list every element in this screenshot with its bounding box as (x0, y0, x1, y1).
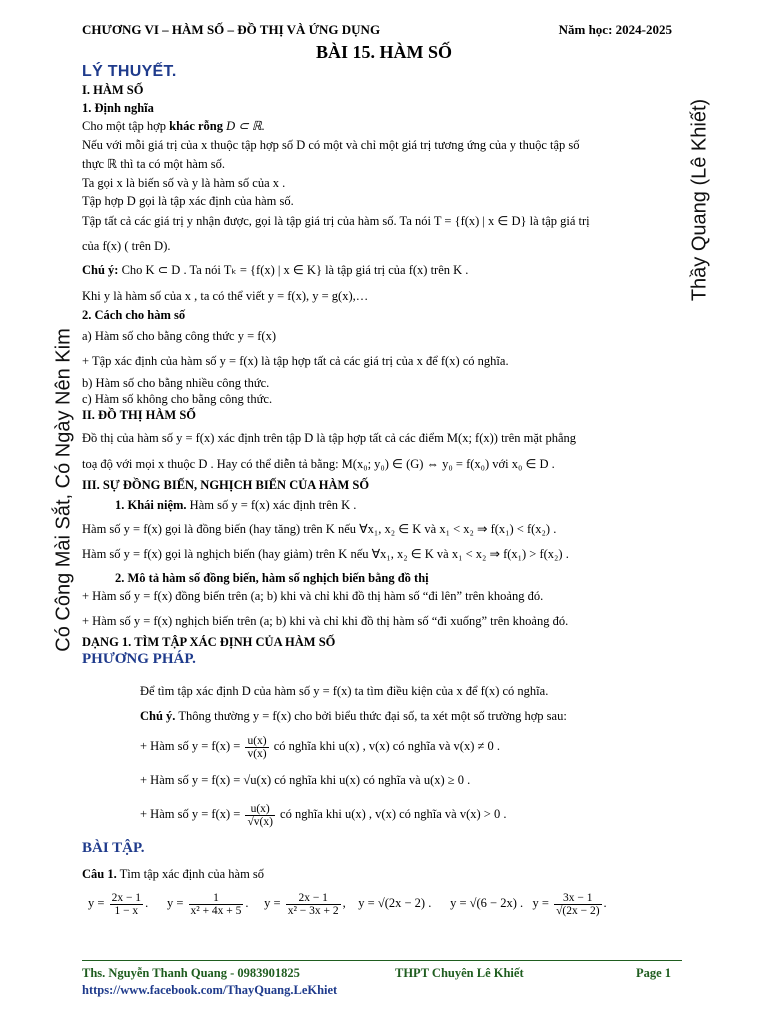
exercises-heading: BÀI TẬP. (82, 840, 145, 856)
definition-line-7: của f(x) ( trên D). (82, 239, 171, 253)
function-4: y = √(2x − 2) . (358, 896, 432, 910)
chapter-title: CHƯƠNG VI – HÀM SỐ – ĐỒ THỊ VÀ ỨNG DỤNG (82, 22, 381, 37)
graph-line-2: toạ độ với mọi x thuộc D . Hay có thể diễn tả bằng: M(x₀; y₀) ∈ (G) ⇔ y₀ = f(x₀) với x₀ ∈ D . (82, 457, 555, 471)
decreasing-definition: Hàm số y = f(x) gọi là nghịch biến (hay giảm) trên K nếu ∀x₁, x₂ ∈ K và x₁ < x₂ ⇒ f(x₁) > f(x₂) . (82, 547, 569, 561)
graph-increasing: + Hàm số y = f(x) đồng biến trên (a; b) khi và chỉ khi đồ thị hàm số “đi lên” trên khoảng đó. (82, 589, 544, 603)
function-1: $\frac{2x - 1}{1 - x}$ (111, 891, 142, 917)
section-1-heading: I. HÀM SỐ (82, 83, 144, 97)
definition-line-5: Tập hợp D gọi là tập xác định của hàm số. (82, 194, 294, 208)
function-2: $\frac{1}{\text{x² + 4x + 5}}$ (190, 891, 242, 917)
graph-description-heading: 2. Mô tả hàm số đồng biến, hàm số nghịch biến bằng đồ thị (115, 571, 429, 585)
concept-line: 1. Khái niệm. Hàm số y = f(x) xác định trên K . (115, 498, 357, 512)
ways-heading: 2. Cách cho hàm số (82, 308, 186, 322)
definition-line-2: Nếu với mỗi giá trị của x thuộc tập hợp số D có một và chỉ một giá trị tương ứng của y thuộc tập số (82, 138, 580, 152)
method-note: Chú ý. Thông thường y = f(x) cho bởi biểu thức đại số, ta xét một số trường hợp sau: (140, 709, 567, 723)
definition-line-1: Cho một tập hợp khác rỗng D ⊂ ℝ. (82, 119, 265, 133)
definition-line-6: Tập tất cả các giá trị y nhận được, gọi là tập giá trị của hàm số. Ta nói T = {f(x) | x ∈ D} là tập giá trị (82, 214, 590, 228)
definition-note: Chú ý: Cho K ⊂ D . Ta nói Tₖ = {f(x) | x ∈ K} là tập giá trị của f(x) trên K . (82, 263, 469, 277)
method-heading: PHƯƠNG PHÁP. (82, 651, 196, 667)
way-b: b) Hàm số cho bằng nhiều công thức. (82, 376, 270, 390)
way-a: a) Hàm số cho bằng công thức y = f(x) (82, 329, 276, 343)
fraction-u-over-v: $\frac{u(x)}{v(x)}$ (247, 734, 267, 760)
side-author: Thầy Quang (Lê Khiết) (688, 98, 711, 302)
side-motto: Có Công Mài Sắt, Có Ngày Nên Kim (52, 328, 75, 652)
definition-heading: 1. Định nghĩa (82, 101, 154, 115)
definition-line-8: Khi y là hàm số của x , ta có thể viết y = f(x), y = g(x),… (82, 289, 369, 303)
section-2-heading: II. ĐỒ THỊ HÀM SỐ (82, 408, 197, 422)
definition-line-3: thực ℝ thì ta có một hàm số. (82, 157, 226, 171)
footer-divider (82, 960, 682, 961)
graph-line-1: Đồ thị của hàm số y = f(x) xác định trên tập D là tập hợp tất cả các điểm M(x; f(x)) trên mặt phẳng (82, 431, 577, 445)
footer-school: THPT Chuyên Lê Khiết (395, 966, 524, 980)
lesson-title: BÀI 15. HÀM SỐ (315, 42, 452, 62)
way-c: c) Hàm số không cho bằng công thức. (82, 392, 273, 406)
case-fraction-root: + Hàm số y = f(x) = $\frac{u(x)}{√v(x)}$ có nghĩa khi u(x) , v(x) có nghĩa và v(x) > 0 . (140, 802, 507, 828)
function-3: $\frac{2x - 1}{\text{x² − 3x + 2}}$ (287, 891, 339, 917)
footer-page: Page 1 (636, 966, 672, 980)
school-year: Năm học: 2024-2025 (558, 22, 672, 37)
footer-facebook-link[interactable]: https://www.facebook.com/ThayQuang.LeKhiet (82, 983, 338, 997)
case-root: + Hàm số y = f(x) = √u(x) có nghĩa khi u(x) có nghĩa và u(x) ≥ 0 . (140, 773, 471, 787)
definition-line-4: Ta gọi x là biến số và y là hàm số của x . (82, 176, 286, 190)
section-3-heading: III. SỰ ĐỒNG BIẾN, NGHỊCH BIẾN CỦA HÀM SỐ (82, 478, 370, 492)
case-fraction: + Hàm số y = f(x) = $\frac{u(x)}{v(x)}$ có nghĩa khi u(x) , v(x) có nghĩa và v(x) ≠ 0 . (140, 734, 500, 760)
graph-decreasing: + Hàm số y = f(x) nghịch biến trên (a; b) khi và chỉ khi đồ thị hàm số “đi xuống” trên khoảng đó. (82, 614, 569, 628)
method-line-1: Để tìm tập xác định D của hàm số y = f(x) ta tìm điều kiện của x để f(x) có nghĩa. (140, 684, 549, 698)
dang-1-heading: DẠNG 1. TÌM TẬP XÁC ĐỊNH CỦA HÀM SỐ (82, 635, 336, 649)
way-a-note: + Tập xác định của hàm số y = f(x) là tập hợp tất cả các giá trị của x để f(x) có nghĩa. (82, 354, 509, 368)
question-1: Câu 1. Tìm tập xác định của hàm số (82, 867, 265, 881)
fraction-u-over-root-v: $\frac{u(x)}{√v(x)}$ (247, 802, 273, 828)
footer-author: Ths. Nguyễn Thanh Quang - 0983901825 (82, 966, 300, 980)
question-1-functions: y = $\frac{2x - 1}{1 - x}$ . y = $\frac{1}{\text{x² + 4x + 5}}$ . y = $\frac{2x - 1}{\text{x² − 3x + 2}}$ , y = √(2x − 2) . y = √(6 − 2x) . y = $\frac{3x - 1}{√(2x - 2)}$ . (88, 891, 607, 917)
function-5: y = √(6 − 2x) . (450, 896, 524, 910)
page-header (82, 22, 672, 38)
increasing-definition: Hàm số y = f(x) gọi là đồng biến (hay tăng) trên K nếu ∀x₁, x₂ ∈ K và x₁ < x₂ ⇒ f(x₁) < f(x₂) . (82, 522, 557, 536)
theory-heading: LÝ THUYẾT. (82, 63, 177, 80)
function-6: $\frac{3x - 1}{√(2x - 2)}$ (556, 891, 600, 917)
